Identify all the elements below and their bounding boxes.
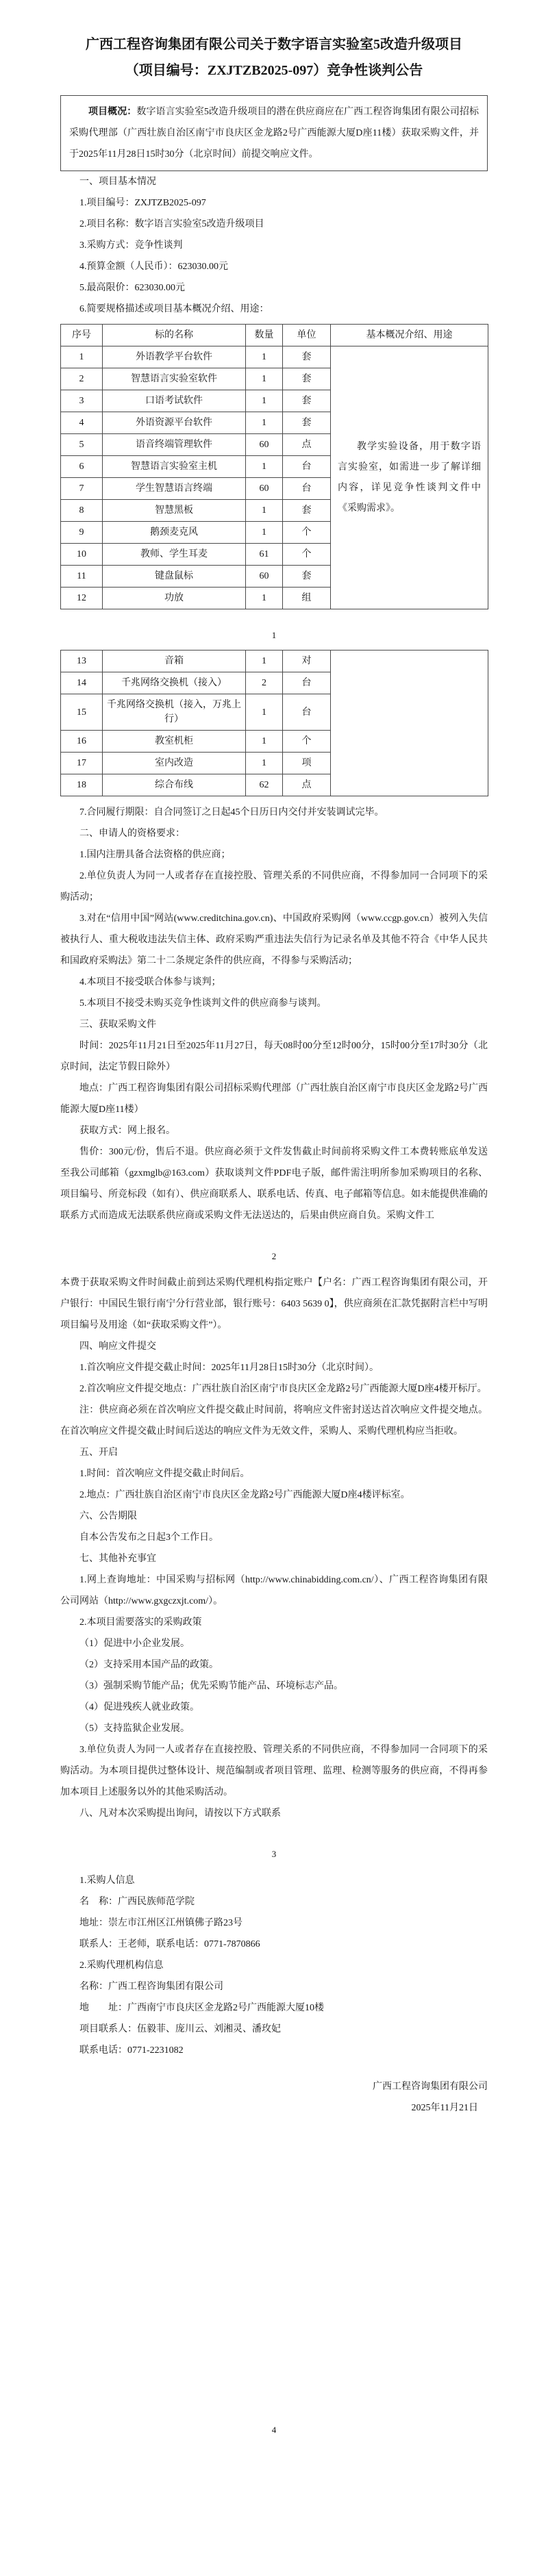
doc-title [60,31,488,84]
section1-item: 1.项目编号：ZXJTZB2025-097 [79,198,206,208]
signature-date: 2025年11月21日 [411,2103,478,2113]
body-paragraph: 联系人：王老师，联系电话：0771-7870866 [79,1939,260,1949]
doc-title-line2: （项目编号：ZXJTZB2025-097）竞争性谈判公告 [125,63,423,78]
cell-unit: 点 [283,774,331,796]
cell-seq-no: 11 [61,566,103,588]
body-paragraph: 六、公告期限 [79,1511,137,1521]
cell-seq-no: 3 [61,390,103,412]
signature-block [60,2076,488,2119]
body-paragraph: 1.网上查询地址：中国采购与招标网（http://www.chinabidding.com.cn/）、广西工程咨询集团有限公司网站（http://www.gxgczxjt.com/）。 [60,1575,488,1606]
body-paragraph: 地址：崇左市江州区江州镇佛子路23号 [79,1918,242,1928]
cell-quantity: 61 [246,544,283,566]
cell-item-name: 教室机柜 [103,731,246,753]
cell-item-name: 智慧语言实验室软件 [103,368,246,390]
table-header-cell: 序号 [61,325,103,346]
cell-seq-no: 4 [61,412,103,434]
page-number: 1 [271,630,277,640]
cell-seq-no: 7 [61,478,103,500]
doc-title-line1: 广西工程咨询集团有限公司关于数字语言实验室5改造升级项目 [86,37,462,52]
cell-quantity: 60 [246,566,283,588]
cell-quantity: 1 [246,651,283,672]
body-paragraph: 联系电话：0771-2231082 [79,2045,184,2056]
section1-item: 4.预算金额（人民币）：623030.00元 [79,262,228,272]
body-paragraph: 3.对在“信用中国”网站(www.creditchina.gov.cn)、中国政府采购网（www.ccgp.gov.cn）被列入失信被执行人、重大税收违法失信主体、政府采购严重违法失信行为记录名单及其他不符合《中华人民共和国政府采购法》第二十二条规定条件的供应商，不得参与采购活动； [60,913,488,966]
cell-item-name: 功放 [103,588,246,609]
body-paragraph: 4.本项目不接受联合体参与谈判； [79,977,221,987]
body-paragraph: 名 称：广西民族师范学院 [79,1897,195,1907]
body-paragraph: 时间：2025年11月21日至2025年11月27日，每天08时00分至12时00分，15时00分至17时30分（北京时间，法定节假日除外） [60,1041,488,1072]
table-row [61,651,488,672]
cell-unit: 个 [283,731,331,753]
cell-unit: 个 [283,544,331,566]
section1-item: 5.最高限价：623030.00元 [79,283,185,293]
cell-item-name: 语音终端管理软件 [103,434,246,456]
body-paragraph: 5.本项目不接受未购买竞争性谈判文件的供应商参与谈判。 [79,998,327,1009]
cell-item-name: 室内改造 [103,753,246,774]
cell-seq-no: 12 [61,588,103,609]
body-paragraph: 本费于获取采购文件时间截止前到达采购代理机构指定账户【户名：广西工程咨询集团有限公司，开户银行：中国民生银行南宁分行营业部，银行账号：6403 5639 0】，供应商须在汇款凭据附言栏中写明项目编号及用途（如“获取采购文件”）。 [60,1278,488,1330]
body-paragraph: 四、响应文件提交 [79,1341,156,1352]
section1-item: 3.采购方式：竞争性谈判 [79,240,183,251]
cell-unit: 套 [283,346,331,368]
cell-item-name: 智慧语言实验室主机 [103,456,246,478]
cell-seq-no: 13 [61,651,103,672]
body-paragraph: 售价：300元/份，售后不退。供应商必须于文件发售截止时间前将采购文件工本费转账底单发送至我公司邮箱（gzxmglb@163.com）获取谈判文件PDF电子版，邮件需注明所参加采购项目的名称、项目编号、所竞标段（如有）、供应商联系人、联系电话、传真、电子邮箱等信息。如未能提供准确的联系方式而造成无法联系供应商或采购文件无法送达的，后果由供应商自负。采购文件工 [60,1147,488,1221]
cell-quantity: 1 [246,456,283,478]
body-paragraph: （3）强制采购节能产品；优先采购节能产品、环境标志产品。 [79,1681,343,1691]
cell-quantity: 1 [246,390,283,412]
cell-unit: 台 [283,456,331,478]
cell-quantity: 60 [246,478,283,500]
body-paragraph: 自本公告发布之日起3个工作日。 [79,1532,219,1543]
body-paragraph: 二、申请人的资格要求： [79,829,185,839]
table-header-cell: 基本概况介绍、用途 [331,325,488,346]
section1-heading: 一、项目基本情况 [79,177,156,187]
body-paragraph: 七、其他补充事宜 [79,1554,156,1564]
cell-unit: 点 [283,434,331,456]
body-paragraph: （2）支持采用本国产品的政策。 [79,1660,219,1670]
overview-text: 数字语言实验室5改造升级项目的潜在供应商应在广西工程咨询集团有限公司招标采购代理部（广西壮族自治区南宁市良庆区金龙路2号广西能源大厦D座11楼）获取采购文件，并于2025年11月28日15时30分（北京时间）前提交响应文件。 [69,107,479,160]
cell-unit: 套 [283,566,331,588]
cell-item-name: 智慧黑板 [103,500,246,522]
table-header-cell: 标的名称 [103,325,246,346]
cell-item-name: 千兆网络交换机（接入） [103,672,246,694]
cell-seq-no: 16 [61,731,103,753]
goods-table-page2 [60,650,488,796]
cell-seq-no: 10 [61,544,103,566]
cell-quantity: 1 [246,412,283,434]
cell-unit: 套 [283,500,331,522]
body-paragraph: 2.本项目需要落实的采购政策 [79,1617,202,1628]
body-paragraph: 获取方式：网上报名。 [79,1126,175,1136]
cell-seq-no: 6 [61,456,103,478]
body-paragraph: （1）促进中小企业发展。 [79,1639,190,1649]
cell-unit: 台 [283,478,331,500]
table-header-cell: 单位 [283,325,331,346]
cell-item-name: 学生智慧语言终端 [103,478,246,500]
page-number: 2 [271,1251,277,1261]
body-paragraph: 五、开启 [79,1448,118,1458]
cell-quantity: 1 [246,346,283,368]
body-paragraph: 项目联系人：伍毅菲、庞川云、刘湘灵、潘玫妃 [79,2024,281,2034]
cell-unit: 台 [283,694,331,731]
cell-quantity: 62 [246,774,283,796]
cell-seq-no: 2 [61,368,103,390]
body-paragraph: 三、获取采购文件 [79,1020,156,1030]
body-paragraph: 注：供应商必须在首次响应文件提交截止时间前，将响应文件密封送达首次响应文件提交地点。在首次响应文件提交截止时间后送达的响应文件为无效文件，采购人、采购代理机构应当拒收。 [60,1405,488,1437]
project-overview-paragraph [69,101,479,165]
body-paragraph: 3.单位负责人为同一人或者存在直接控股、管理关系的不同供应商，不得参加同一合同项下的采购活动。为本项目提供过整体设计、规范编制或者项目管理、监理、检测等服务的供应商，不得再参加本项目上述服务以外的其他采购活动。 [60,1745,488,1797]
table-row [61,346,488,368]
cell-seq-no: 14 [61,672,103,694]
cell-quantity: 1 [246,368,283,390]
body-paragraph: 1.首次响应文件提交截止时间：2025年11月28日15时30分（北京时间）。 [79,1363,379,1373]
body-paragraph: 2.首次响应文件提交地点：广西壮族自治区南宁市良庆区金龙路2号广西能源大厦D座4楼开标厅。 [79,1384,487,1394]
cell-unit: 项 [283,753,331,774]
body-paragraph: 2.采购代理机构信息 [79,1960,164,1971]
page-number: 4 [271,2425,277,2435]
section1-item: 6.简要规格描述或项目基本概况介绍、用途： [79,304,269,314]
cell-item-name: 键盘鼠标 [103,566,246,588]
body-paragraph: 7.合同履行期限：自合同签订之日起45个日历日内交付并安装调试完毕。 [79,807,384,818]
body-paragraph: 1.国内注册具备合法资格的供应商； [79,850,231,860]
body-paragraph: 2.单位负责人为同一人或者存在直接控股、管理关系的不同供应商，不得参加同一合同项下的采购活动； [60,871,488,902]
body-paragraph: 1.采购人信息 [79,1876,135,1886]
cell-seq-no: 18 [61,774,103,796]
cell-overview-note [331,346,488,609]
cell-seq-no: 15 [61,694,103,731]
signature-company: 广西工程咨询集团有限公司 [373,2082,488,2092]
cell-seq-no: 9 [61,522,103,544]
section1-items [60,192,488,320]
body-paragraph: 地点：广西工程咨询集团有限公司招标采购代理部（广西壮族自治区南宁市良庆区金龙路2号广西能源大厦D座11楼） [60,1083,488,1115]
section1-item: 2.项目名称：数字语言实验室5改造升级项目 [79,219,264,229]
cell-unit: 套 [283,368,331,390]
cell-overview-note [331,651,488,796]
cell-seq-no: 1 [61,346,103,368]
cell-item-name: 鹅颈麦克风 [103,522,246,544]
body-paragraph: （4）促进残疾人就业政策。 [79,1702,199,1713]
cell-seq-no: 5 [61,434,103,456]
cell-item-name: 外语教学平台软件 [103,346,246,368]
table-header-row [61,325,488,346]
cell-unit: 套 [283,390,331,412]
overview-note-text: 教学实验设备，用于数字语言实验室，如需进一步了解详细内容，详见竞争性谈判文件中《采购需求》。 [338,441,481,514]
cell-unit: 套 [283,412,331,434]
cell-quantity: 1 [246,522,283,544]
overview-label: 项目概况： [88,107,137,117]
cell-quantity: 1 [246,694,283,731]
cell-item-name: 教师、学生耳麦 [103,544,246,566]
body-paragraph: 1.时间：首次响应文件提交截止时间后。 [79,1469,250,1479]
body-paragraph: 2.地点：广西壮族自治区南宁市良庆区金龙路2号广西能源大厦D座4楼评标室。 [79,1490,410,1500]
body-paragraph: 名称：广西工程咨询集团有限公司 [79,1982,223,1992]
cell-item-name: 综合布线 [103,774,246,796]
body-paragraph: 八、凡对本次采购提出询问，请按以下方式联系 [79,1808,281,1819]
cell-unit: 组 [283,588,331,609]
body-paragraph: （5）支持监狱企业发展。 [79,1723,190,1734]
page-number: 3 [271,1849,277,1859]
cell-quantity: 1 [246,753,283,774]
cell-item-name: 音箱 [103,651,246,672]
table-header-cell: 数量 [246,325,283,346]
cell-quantity: 60 [246,434,283,456]
cell-quantity: 2 [246,672,283,694]
cell-unit: 对 [283,651,331,672]
goods-table-page1 [60,324,488,609]
cell-seq-no: 17 [61,753,103,774]
cell-item-name: 千兆网络交换机（接入，万兆上行） [103,694,246,731]
cell-quantity: 1 [246,731,283,753]
cell-seq-no: 8 [61,500,103,522]
cell-item-name: 外语资源平台软件 [103,412,246,434]
body-content [60,802,488,2061]
cell-unit: 台 [283,672,331,694]
cell-unit: 个 [283,522,331,544]
project-overview-box [60,95,488,171]
cell-quantity: 1 [246,500,283,522]
body-paragraph: 地 址：广西南宁市良庆区金龙路2号广西能源大厦10楼 [79,2003,324,2013]
cell-item-name: 口语考试软件 [103,390,246,412]
cell-quantity: 1 [246,588,283,609]
